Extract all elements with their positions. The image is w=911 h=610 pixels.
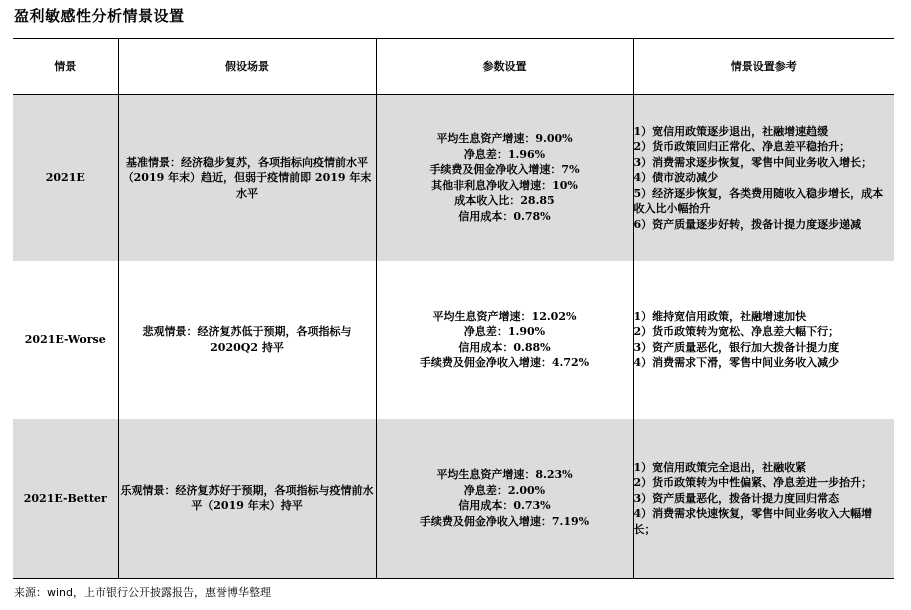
parameter-line: 净息差：1.96% <box>463 147 546 161</box>
reference-item: 2）货币政策回归正常化、净息差平稳抬升； <box>633 140 851 153</box>
header-scenario: 情景 <box>13 39 118 95</box>
header-parameters: 参数设置 <box>376 39 633 95</box>
source-note: 来源：wind，上市银行公开披露报告，惠誉博华整理 <box>14 586 272 599</box>
assumption-cell: 乐观情景：经济复苏好于预期，各项指标与疫情前水平（2019 年末）持平 <box>118 419 376 579</box>
parameter-line: 平均生息资产增速：9.00% <box>436 132 573 146</box>
reference-item: 1）宽信用政策逐步退出，社融增速趋缓 <box>633 124 829 138</box>
parameter-line: 成本收入比：28.85 <box>454 194 555 208</box>
reference-item: 1）维持宽信用政策，社融增速加快 <box>633 309 807 323</box>
reference-item: 3）资产质量恶化，银行加大拨备计提力度 <box>633 340 840 354</box>
scenario-cell: 2021E <box>13 95 118 261</box>
table-row <box>13 95 894 261</box>
reference-item: 3）消费需求逐步恢复，零售中间业务收入增长； <box>633 155 873 169</box>
reference-cell <box>633 419 894 579</box>
table-row <box>13 419 894 579</box>
reference-cell <box>633 261 894 419</box>
parameter-line: 平均生息资产增速：8.23% <box>436 468 573 482</box>
parameter-line: 信用成本：0.88% <box>458 340 551 354</box>
parameters-cell <box>376 261 633 419</box>
header-assumption: 假设场景 <box>118 39 376 95</box>
parameters-cell <box>376 419 633 579</box>
reference-item: 2）货币政策转为中性偏紧、净息差进一步抬升； <box>633 476 873 489</box>
header-reference: 情景设置参考 <box>633 39 894 95</box>
parameter-line: 净息差：2.00% <box>463 483 546 497</box>
parameter-line: 平均生息资产增速：12.02% <box>432 309 577 323</box>
reference-item: 4）消费需求下滑，零售中间业务收入减少 <box>633 356 840 369</box>
reference-item: 1）宽信用政策完全退出，社融收紧 <box>633 460 807 474</box>
parameter-line: 手续费及佣金净收入增速：7% <box>429 163 580 177</box>
parameter-line: 手续费及佣金净收入增速：4.72% <box>419 356 590 369</box>
parameter-line: 其他非利息净收入增速：10% <box>431 178 578 192</box>
reference-cell <box>633 95 894 261</box>
reference-item: 2）货币政策转为宽松、净息差大幅下行； <box>633 325 840 338</box>
table-header-row <box>13 39 894 95</box>
parameter-line: 净息差：1.90% <box>463 325 546 338</box>
assumption-cell: 基准情景：经济稳步复苏，各项指标向疫情前水平（2019 年末）趋近，但弱于疫情前即 2019 年末水平 <box>118 95 376 261</box>
reference-item: 5）经济逐步恢复，各类费用随收入稳步增长，成本收入比小幅抬升 <box>633 186 884 215</box>
parameter-line: 手续费及佣金净收入增速：7.19% <box>419 514 590 528</box>
reference-item: 4）消费需求快速恢复，零售中间业务收入大幅增长； <box>633 507 873 536</box>
assumption-cell: 悲观情景：经济复苏低于预期，各项指标与 2020Q2 持平 <box>118 261 376 419</box>
table-row <box>13 261 894 419</box>
parameter-line: 信用成本：0.73% <box>458 499 551 513</box>
scenario-cell: 2021E-Worse <box>13 261 118 419</box>
reference-item: 6）资产质量逐步好转，拨备计提力度逐步递减 <box>633 217 862 231</box>
reference-item: 3）资产质量恶化，拨备计提力度回归常态 <box>633 491 840 505</box>
parameter-line: 信用成本：0.78% <box>458 209 551 223</box>
reference-item: 4）债市波动减少 <box>633 171 719 184</box>
scenario-cell: 2021E-Better <box>13 419 118 579</box>
page-title: 盈利敏感性分析情景设置 <box>14 7 185 25</box>
scenario-table <box>13 38 894 579</box>
parameters-cell <box>376 95 633 261</box>
